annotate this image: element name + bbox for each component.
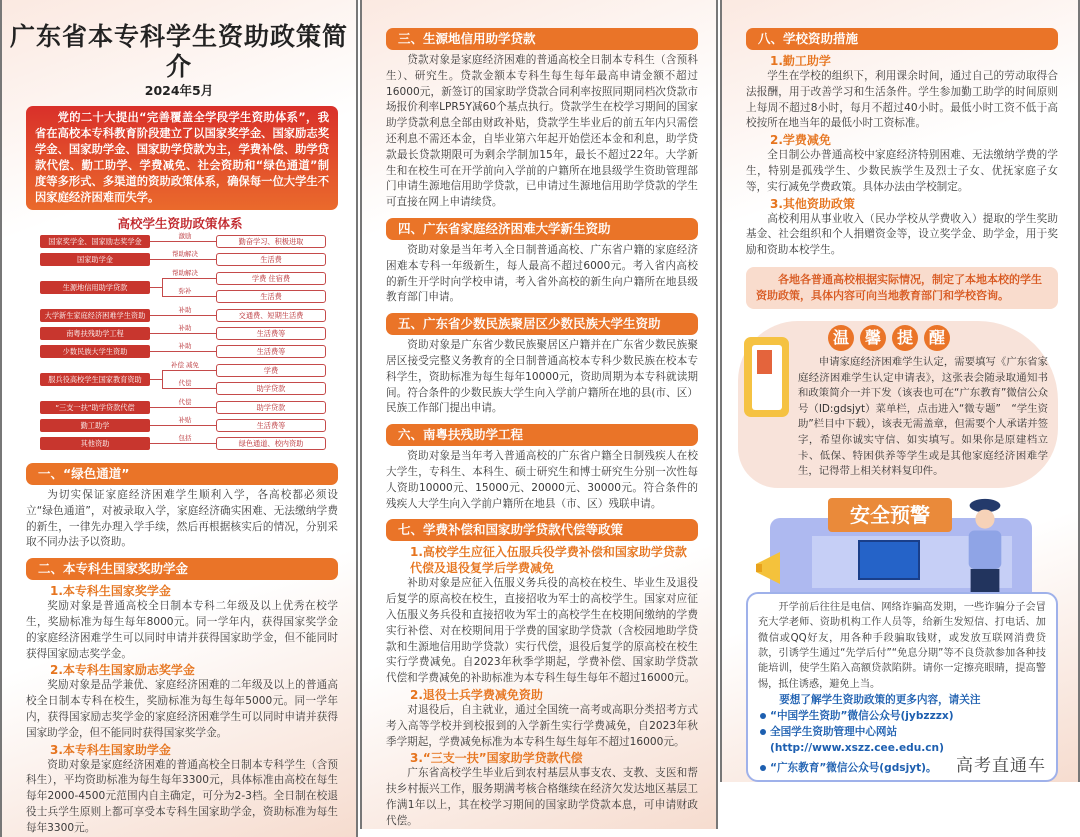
connector-line xyxy=(150,351,216,352)
diagram-target-box: 绿色通道、校内资助 xyxy=(216,437,326,450)
tip-char: 温 xyxy=(828,325,854,351)
subheading: 2.本专科生国家励志奖学金 xyxy=(50,663,195,678)
section-header: 三、生源地信用助学贷款 xyxy=(386,28,698,50)
safety-banner-area xyxy=(746,496,1056,592)
diagram-source-box: 国家奖学金、国家励志奖学金 xyxy=(40,235,150,248)
paragraph: 对退役后，自主就业，通过全国统一高考或高职分类招考方式考入高等学校并到校报到的入学新生实行学费减免，自2023年秋季学期起，学费减免标准为本专科生每生每年不超过16000元。 xyxy=(386,703,698,748)
diagram-verb: 补助 xyxy=(178,305,192,314)
last-link-row xyxy=(758,756,1046,776)
diagram-source-box: 少数民族大学生资助 xyxy=(40,345,150,358)
paragraph: 为切实保证家庭经济困难学生顺利入学，各高校都必须设立“绿色通道”，对被录取入学，家庭经济确实困难、无法缴纳学费的新生，一律先办理入学手续，然后再根据核实后的情况，分别采取不同办法予以资助。 xyxy=(26,489,338,549)
diagram-source-box: 国家助学金 xyxy=(40,253,150,266)
paragraph: 资助对象是当年考入全日制普通高校、广东省户籍的家庭经济困难本专科一年级新生，每人最高不超过6000元。考入省内高校的新生开学时向学校申请，考入省外高校的新生向户籍所在地县级教育部门申请。 xyxy=(386,243,698,304)
paragraph: 资助对象是当年考入普通高校的广东省户籍全日制残疾人在校大学生，专科生、本科生、硕士研究生和博士研究生分别一次性每人资助10000元、15000元、20000元、30000元。符合条件的残疾人大学生向入学前户籍所在地县（市、区）残联申请。 xyxy=(386,450,698,510)
paragraph: 学生在学校的组织下，利用课余时间，通过自己的劳动取得合法报酬，用于改善学习和生活条件。学生参加勤工助学的时间原则上每周不超过8小时，每月不超过40小时。最低小时工资不低于高校按所在地当年的最低小时工资标准。 xyxy=(746,70,1058,130)
tip-char: 醒 xyxy=(924,325,950,351)
link-item[interactable]: 全国学生资助管理中心网站(http://www.xszz.cee.edu.cn) xyxy=(758,724,1046,756)
diagram-verb: 激励 xyxy=(178,232,192,240)
diagram-verb: 包括 xyxy=(178,434,192,443)
subheading: 3.“三支一扶”国家助学贷款代偿 xyxy=(410,751,583,766)
safety-box xyxy=(746,592,1058,782)
section-header: 一、“绿色通道” xyxy=(26,463,338,485)
tip-box xyxy=(738,321,1058,488)
date: 2024年5月 xyxy=(144,83,214,98)
section-2 xyxy=(26,558,338,836)
diagram-target-box: 勤奋学习、积极进取 xyxy=(216,235,326,248)
diagram-verb: 补助 xyxy=(178,342,192,351)
subheading: 2.学费减免 xyxy=(770,133,831,148)
local-policy-note: 各地各普通高校根据实际情况，制定了本地本校的学生资助政策，具体内容可向当地教育部门和学校咨询。 xyxy=(746,267,1058,309)
diagram-verb: 补偿 减免 xyxy=(170,360,200,369)
connector-line xyxy=(150,241,216,242)
connector-line xyxy=(162,278,163,296)
section-header: 八、学校资助措施 xyxy=(746,28,1058,50)
diagram-source-box: “三支一扶”助学贷款代偿 xyxy=(40,401,150,414)
connector-line xyxy=(150,259,216,260)
diagram-target-box: 生活费等 xyxy=(216,345,326,358)
subheading: 1.本专科生国家奖学金 xyxy=(50,584,171,599)
section-header: 五、广东省少数民族聚居区少数民族大学生资助 xyxy=(386,313,698,335)
diagram-source-box: 生源地信用助学贷款 xyxy=(40,281,150,294)
subheading: 1.勤工助学 xyxy=(770,54,831,68)
connector-line xyxy=(162,370,216,371)
connector-line xyxy=(150,315,216,316)
monitor-shield-icon xyxy=(858,540,920,580)
connector-line xyxy=(162,388,216,389)
diagram-verb: 补贴 xyxy=(178,416,192,424)
diagram-target-box: 助学贷款 xyxy=(216,401,326,414)
panel-middle xyxy=(360,0,718,829)
section-header: 七、学费补偿和国家助学贷款代偿等政策 xyxy=(386,519,698,541)
subheading: 2.退役士兵学费减免资助 xyxy=(410,687,543,702)
section-4 xyxy=(386,218,698,306)
connector-line xyxy=(150,443,216,444)
diagram-source-box: 大学新生家庭经济困难学生资助 xyxy=(40,309,150,322)
paragraph: 奖励对象是品学兼优、家庭经济困难的二年级及以上的普通高校全日制本专科在校生，奖励标准为每生每年5000元。同一学年内，获得国家励志奖学金的家庭经济困难学生可以同时申请并获得国家助学金，但不能同时获得国家奖学金。 xyxy=(26,679,338,739)
safety-title: 安全预警 xyxy=(828,498,952,532)
paragraph: 开学前后往往是电信、网络诈骗高发期，一些诈骗分子会冒充大学老师、资助机构工作人员等，给新生发短信、打电话、加微信或QQ好友，用各种手段骗取钱财，或发放互联网消费贷款，引诱学生通过“先学后付”“免息分期”等不良贷款参加各种技能培训，使学生陷入高额贷款陷阱。请你一定擦亮眼睛，提高警惕，抵住诱惑，避免上当。 xyxy=(758,601,1046,690)
section-7 xyxy=(386,519,698,829)
diagram-verb: 代偿 xyxy=(178,397,192,406)
connector-line xyxy=(150,425,216,426)
paragraph: 资助对象是广东省少数民族聚居区户籍并在广东省少数民族聚居区接受完整义务教育的全日制普通高校本专科少数民族在校本专科学生，资助标准为每生每年10000元，资助周期为本专科就读期间。符合条件的少数民族大学生向入学前户籍所在地的县(市、区）民族工作部门提出申请。 xyxy=(386,339,698,415)
diagram-source-box: 勤工助学 xyxy=(40,419,150,432)
panel-left xyxy=(0,0,358,837)
paragraph: 广东省高校学生毕业后到农村基层从事支农、支教、支医和帮扶乡村振兴工作，服务期满考核合格继续在经济欠发达地区基层工作满1年以上，其在校学习期间的国家助学贷款本息，可申请财政代偿。 xyxy=(386,767,698,827)
diagram-target-box: 交通费、短期生活费 xyxy=(216,309,326,322)
paragraph: 资助对象是家庭经济困难的普通高校全日制本专科学生（含预科生），平均资助标准为每生每年3300元，具体标准由高校在每生每年2000-4500元范围内自主确定，可分为2-3档。全日制在校退役士兵学生原则上都可享受本专科生国家助学金，资助标准为每生每年3300元。 xyxy=(26,758,338,834)
link-item[interactable]: “中国学生资助”微信公众号(jybzzzx) xyxy=(758,708,1046,724)
tip-char: 提 xyxy=(892,325,918,351)
diagram-source-box: 南粤扶残助学工程 xyxy=(40,327,150,340)
link-item[interactable]: “广东教育”微信公众号(gdsjyt)。 xyxy=(758,760,937,776)
section-5 xyxy=(386,313,698,417)
diagram-target-box: 助学贷款 xyxy=(216,382,326,395)
phone-illustration-icon xyxy=(744,337,789,417)
diagram-verb: 帮助解决 xyxy=(172,268,198,277)
police-officer-icon xyxy=(960,496,1010,592)
connector-line xyxy=(162,296,216,297)
connector-line xyxy=(162,278,216,279)
connector-line xyxy=(150,333,216,334)
connector-line xyxy=(150,287,162,288)
diagram-target-box: 生活费 xyxy=(216,253,326,266)
diagram-verb: 代偿 xyxy=(178,379,192,388)
diagram-target-box: 生活费等 xyxy=(216,327,326,340)
panel-right xyxy=(720,0,1080,782)
diagram-target-box: 学费 xyxy=(216,364,326,377)
tip-title xyxy=(828,325,950,351)
subheading: 1.高校学生应征入伍服兵役学费补偿和国家助学贷款代偿及退役复学后学费减免 xyxy=(410,545,687,576)
diagram-source-box: 其他资助 xyxy=(40,437,150,450)
diagram-verb: 帮助解决 xyxy=(172,250,198,259)
section-1 xyxy=(26,463,338,551)
subheading: 3.其他资助政策 xyxy=(770,196,855,211)
megaphone-icon xyxy=(752,548,792,588)
connector-line xyxy=(150,379,162,380)
paragraph: 全日制公办普通高校中家庭经济特别困难、无法缴纳学费的学生，特别是孤残学生、少数民族学生及烈士子女、优抚家庭子女等，实行减免学费政策。具体办法由学校制定。 xyxy=(746,149,1058,193)
section-header: 四、广东省家庭经济困难大学新生资助 xyxy=(386,218,698,240)
paragraph: 补助对象是应征入伍服义务兵役的高校在校生、毕业生及退役后复学的原高校在校生，直接招收为军士的高校学生。国家对应征入伍服义务兵役和直接招收为军士的高校学生在校期间缴纳的学费实行补偿、对在校期间用于学费的国家助学贷款（含校园地助学贷款和生源地信用助学贷款）实行代偿，退役后复学的原高校在校生实行学费减免。自2023年秋季学期起，学费补偿、国家助学贷款代偿和学费减免的补助标准为本专科生每生每年不超过16000元。 xyxy=(386,577,698,685)
intro-box: 党的二十大提出“完善覆盖全学段学生资助体系”，我省在高校本专科教育阶段建立了以国家奖学金、国家励志奖学金、国家助学金、国家助学贷款为主，学费补偿、助学贷款代偿、勤工助学、学费减免、社会资助和“绿色通道”制度等多形式、多渠道的资助政策体系，确保每一位大学生不因家庭经济困难而失学。 xyxy=(26,106,338,210)
watermark: 高考直通车 xyxy=(956,756,1046,777)
subheading: 3.本专科生国家助学金 xyxy=(50,742,171,757)
connector-line xyxy=(162,370,163,388)
tip-text: 申请家庭经济困难学生认定，需要填写《广东省家庭经济困难学生认定申请表》，这张表会随录取通知书和政策简介一并下发（该表也可在“广东教育”微信公众号（ID:gdsjyt）菜单栏，点击进入“微专题” “学生资助”栏目中下载），该表无需盖章，但需要个人承诺并签字，希望你诚实守信、如实填写。如果你是原建档立卡、低保、特困供养等学生或是其他家庭经济困难学生，记得带上相关材料复印件。 xyxy=(798,355,1048,478)
diagram-source-box: 服兵役高校学生国家教育资助 xyxy=(40,373,150,386)
section-8 xyxy=(746,28,1058,259)
section-header: 二、本专科生国家奖助学金 xyxy=(26,558,338,580)
paragraph: 贷款对象是家庭经济困难的普通高校全日制本专科生（含预科生）、研究生。贷款金额本专科生每生每年最高申请金额不超过16000元，新签订的国家助学贷款合同利率按照同期同档次贷款市场报价利率LPR5Y减60个基点执行。贷款学生在校学习期间的国家助学贷款利息全部由财政补贴，贷款学生毕业后的前五年内只需偿还利息不需还本金，自毕业第六年起开始偿还本金和利息，助学贷款最长贷款期限可为剩余学制加15年，最长不超过22年。大学新生和在校生可在开学前向入学前的户籍所在地县级学生资助管理部门申请生源地信用助学贷款，已申请过生源地信用助学贷款的学生可直接在网上申请续贷。 xyxy=(386,54,698,209)
paragraph: 高校利用从事业收入（民办学校从学费收入）提取的学生奖助基金、社会组织和个人捐赠资金等，设立奖学金、助学金，用于奖励和资助本校学生。 xyxy=(746,212,1058,257)
diagram-target-box: 生活费等 xyxy=(216,419,326,432)
section-header: 六、南粤扶残助学工程 xyxy=(386,424,698,446)
tip-char: 馨 xyxy=(860,325,886,351)
section-3 xyxy=(386,28,698,211)
diagram-title: 高校学生资助政策体系 xyxy=(117,216,243,231)
diagram-target-box: 生活费 xyxy=(216,290,326,303)
diagram-target-box: 学费 住宿费 xyxy=(216,272,326,285)
page-title: 广东省本专科学生资助政策简介 xyxy=(9,22,348,81)
more-info-label: 要想了解学生资助政策的更多内容，请关注 xyxy=(779,694,981,707)
connector-line xyxy=(150,407,216,408)
section-6 xyxy=(386,424,698,512)
diagram-verb: 补助 xyxy=(178,324,192,332)
paragraph: 奖励对象是普通高校全日制本专科二年级及以上优秀在校学生，奖励标准为每生每年8000元。同一学年内，获得国家奖学金的家庭经济困难学生可以同时申请并获得国家助学金，但不能同时获得国家励志奖学金。 xyxy=(26,600,338,660)
policy-diagram xyxy=(2,232,360,456)
diagram-verb: 弥补 xyxy=(178,287,192,296)
